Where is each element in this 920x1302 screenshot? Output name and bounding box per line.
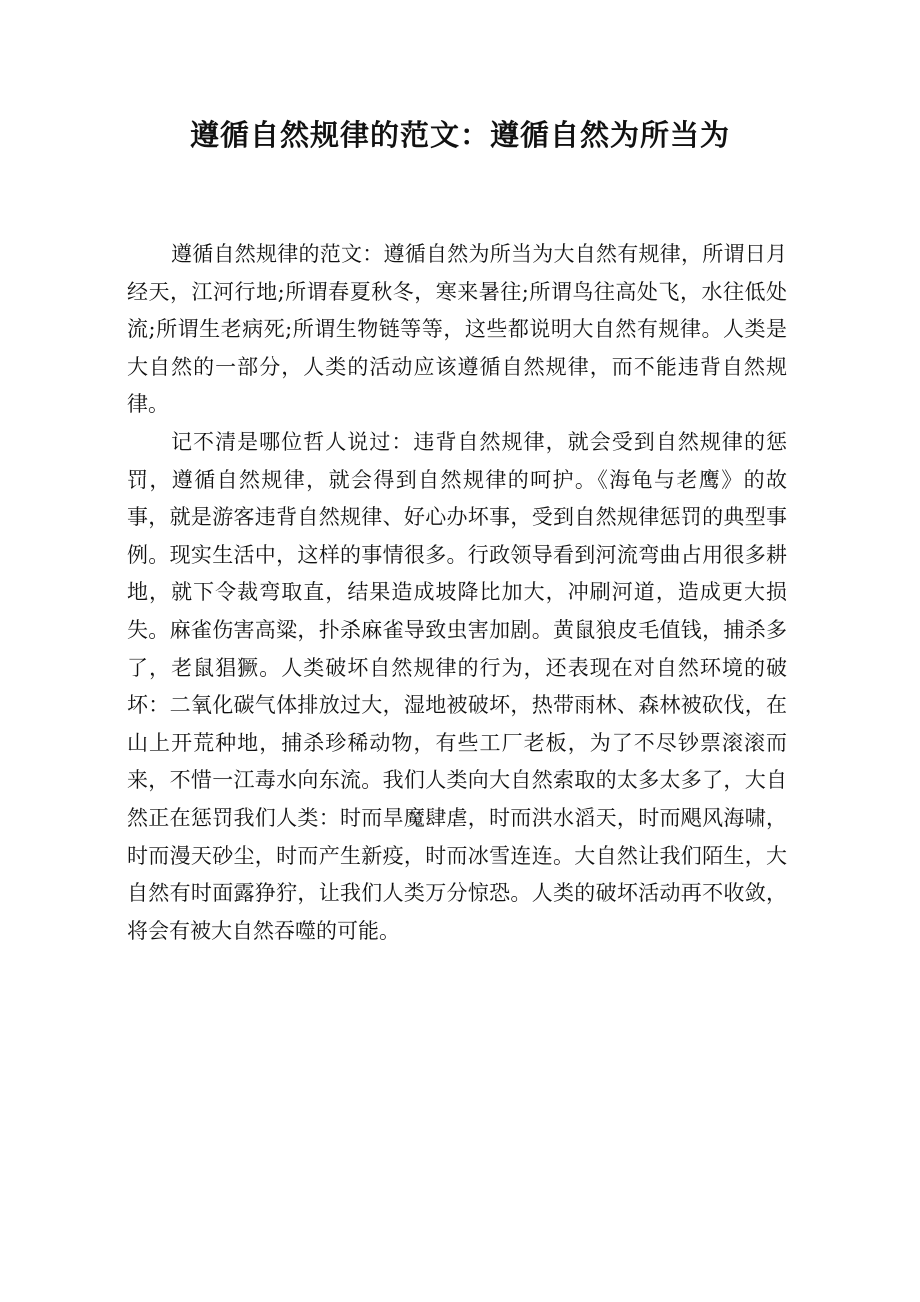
document-title: 遵循自然规律的范文：遵循自然为所当为 <box>189 118 730 152</box>
paragraph: 遵循自然规律的范文：遵循自然为所当为大自然有规律，所谓日月经天，江河行地;所谓春夏秋冬，寒来暑往;所谓鸟往高处飞，水往低处流;所谓生老病死;所谓生物链等等，这些都说明大自然有规律。人类是大自然的一部分，人类的活动应该遵循自然规律，而不能违背自然规律。 <box>127 242 787 417</box>
document-body <box>127 236 787 950</box>
paragraph: 记不清是哪位哲人说过：违背自然规律，就会受到自然规律的惩罚，遵循自然规律，就会得到自然规律的呵护。《海龟与老鹰》的故事，就是游客违背自然规律、好心办坏事，受到自然规律惩罚的典型事例。现实生活中，这样的事情很多。行政领导看到河流弯曲占用很多耕地，就下令裁弯取直，结果造成坡降比加大，冲刷河道，造成更大损失。麻雀伤害高粱，扑杀麻雀导致虫害加剧。黄鼠狼皮毛值钱，捕杀多了，老鼠猖獗。人类破坏自然规律的行为，还表现在对自然环境的破坏：二氧化碳气体排放过大，湿地被破坏，热带雨林、森林被砍伐，在山上开荒种地，捕杀珍稀动物，有些工厂老板，为了不尽钞票滚滚而来，不惜一江毒水向东流。我们人类向大自然索取的太多太多了，大自然正在惩罚我们人类：时而旱魔肆虐，时而洪水滔天，时而飓风海啸，时而漫天砂尘，时而产生新疫，时而冰雪连连。大自然让我们陌生，大自然有时面露狰狞，让我们人类万分惊恐。人类的破坏活动再不收敛，将会有被大自然吞噬的可能。 <box>127 429 787 943</box>
